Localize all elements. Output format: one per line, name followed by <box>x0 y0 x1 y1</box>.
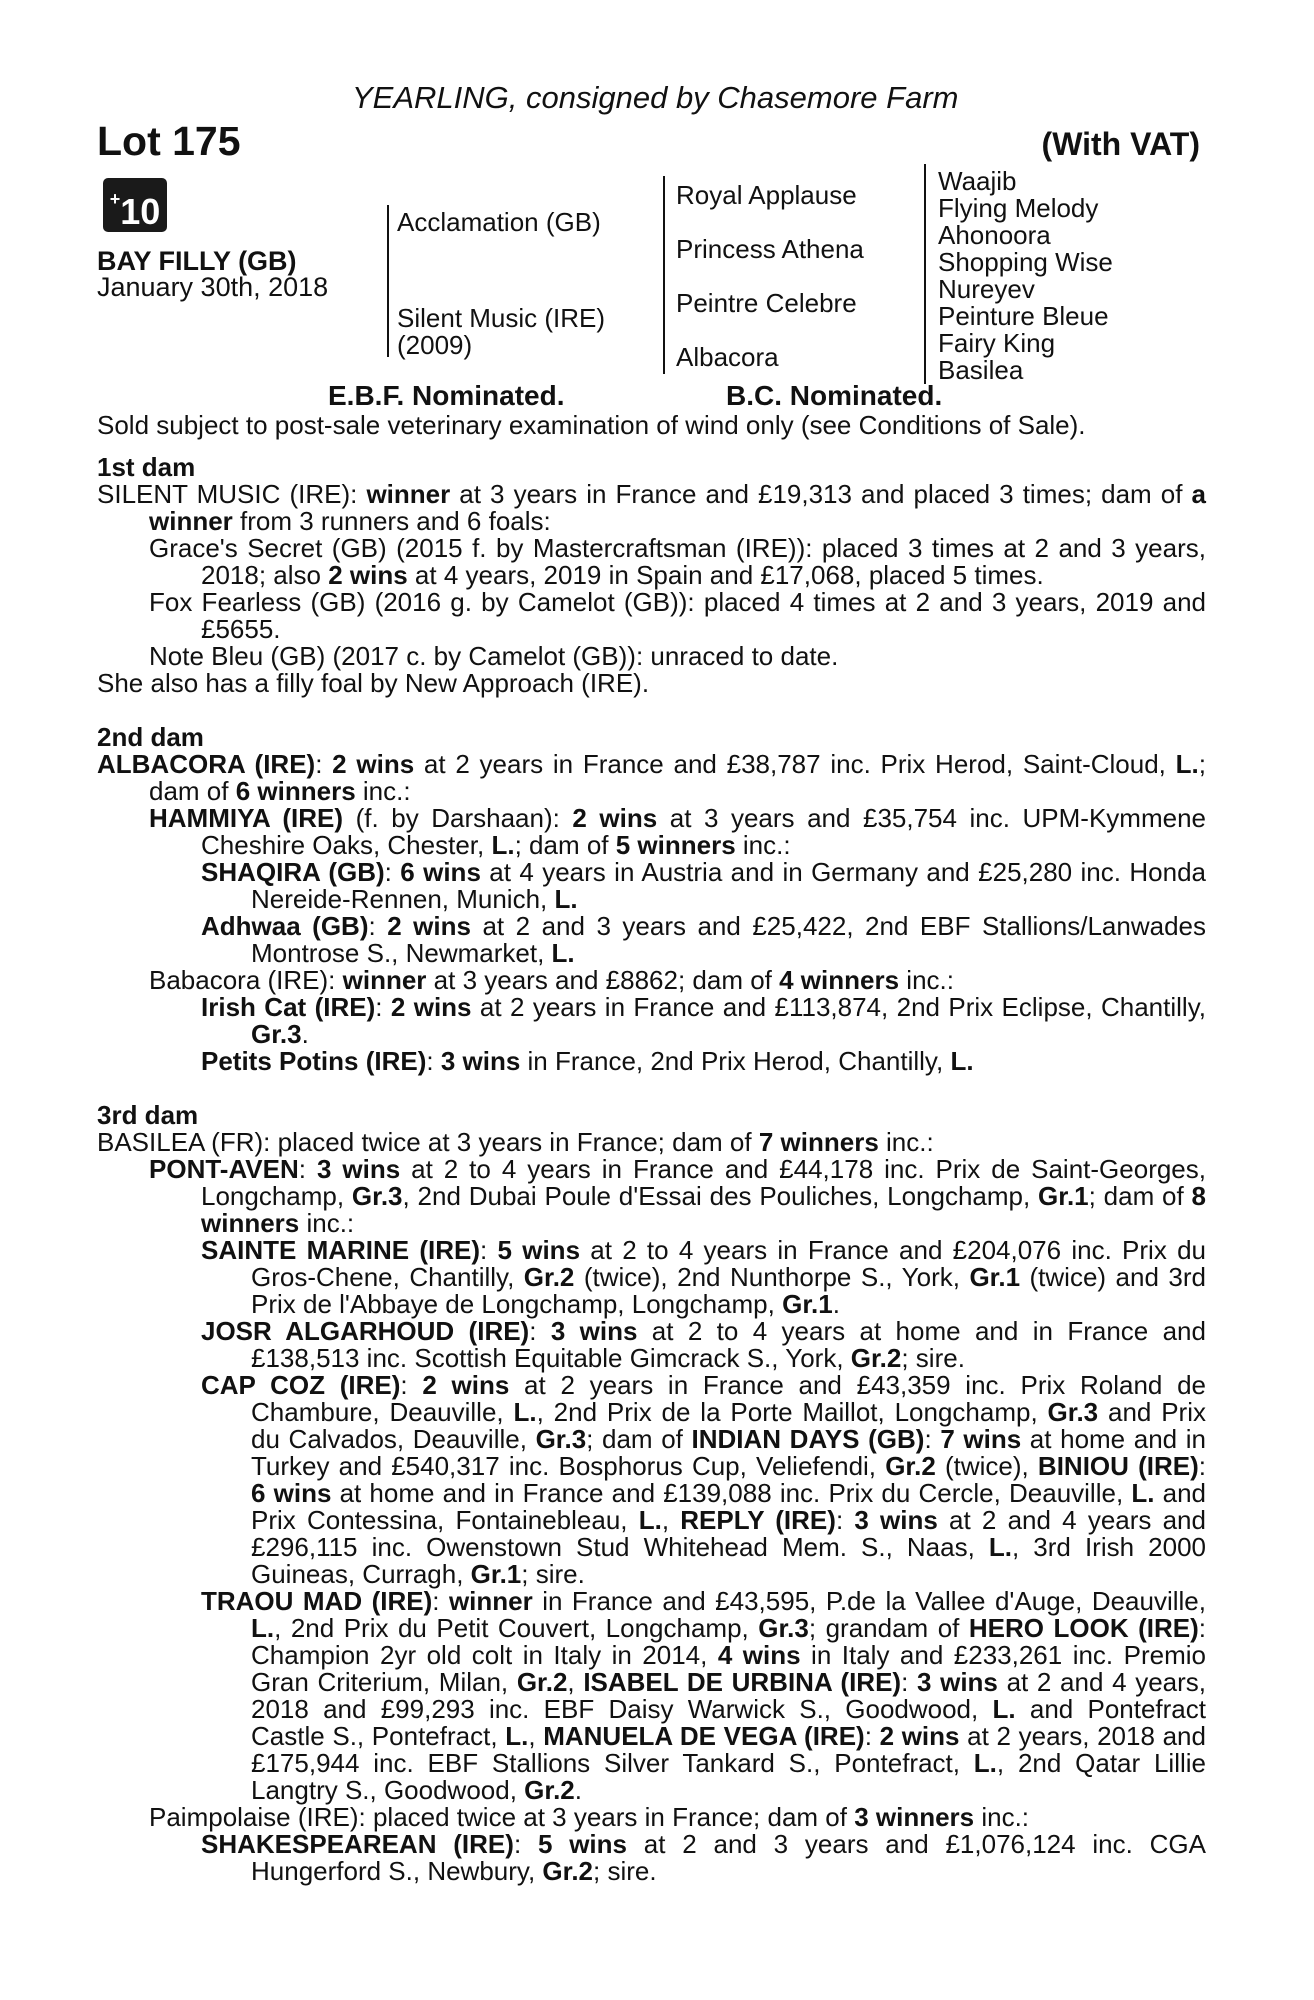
produce-entry: PONT-AVEN: 3 wins at 2 to 4 years in France and £44,178 inc. Prix de Saint-Georges, Longchamp, Gr.3, 2nd Dubai Poule d'Essai des Pouliches, Longchamp, Gr.1; dam of 8 winners inc.: <box>149 1154 1207 1238</box>
produce-entry: Adhwaa (GB): 2 wins at 2 and 3 years and £25,422, 2nd EBF Stallions/Lanwades Montrose S., Newmarket, L. <box>201 911 1206 968</box>
great-grandparent: Nureyev <box>938 274 1035 304</box>
great-grandparent: Shopping Wise <box>938 247 1113 277</box>
produce-entry: Fox Fearless (GB) (2016 g. by Camelot (GB)): placed 4 times at 2 and 3 years, 2019 and £5655. <box>149 587 1206 644</box>
produce-entry: Paimpolaise (IRE): placed twice at 3 years in France; dam of 3 winners inc.: <box>149 1802 1030 1832</box>
vat-badge-icon: +10 <box>103 178 167 232</box>
produce-entry: TRAOU MAD (IRE): winner in France and £43,595, P.de la Vallee d'Auge, Deauville, L., 2nd Prix du Petit Couvert, Longchamp, Gr.3; grandam of HERO LOOK (IRE): Champion 2yr old colt in Italy in 2014, 4 wins in Italy and £233,261 inc. Premio Gran Criterium, Milan, Gr.2, ISABEL DE URBINA (IRE): 3 wins at 2 and 4 years, 2018 and £99,293 inc. EBF Daisy Warwick S., Goodwood, L. and Pontefract Castle S., Pontefract, L., MANUELA DE VEGA (IRE): 2 wins at 2 years, 2018 and £175,944 inc. EBF Stallions Silver Tankard S., Pontefract, L., 2nd Qatar Lillie Langtry S., Goodwood, Gr.2. <box>201 1586 1207 1805</box>
produce-entry: SHAKESPEAREAN (IRE): 5 wins at 2 and 3 years and £1,076,124 inc. CGA Hungerford S., Newbury, Gr.2; sire. <box>201 1829 1206 1886</box>
sire-of-sire: Royal Applause <box>676 180 857 210</box>
ebf-nomination: E.B.F. Nominated. <box>328 380 565 411</box>
sire: Acclamation (GB) <box>397 207 601 237</box>
catalogue-body <box>97 412 1206 1885</box>
vat-note: (With VAT) <box>1041 126 1200 162</box>
produce-entry: Petits Potins (IRE): 3 wins in France, 2nd Prix Herod, Chantilly, L. <box>201 1046 974 1076</box>
great-grandparent: Basilea <box>938 355 1024 385</box>
first-dam-heading: 1st dam <box>97 452 196 482</box>
produce-entry: Grace's Secret (GB) (2015 f. by Mastercraftsman (IRE)): placed 3 times at 2 and 3 years, 2018; also 2 wins at 4 years, 2019 in Spain and £17,068, placed 5 times. <box>149 533 1206 590</box>
bc-nomination: B.C. Nominated. <box>726 380 943 411</box>
produce-entry: Note Bleu (GB) (2017 c. by Camelot (GB)): unraced to date. <box>149 641 839 671</box>
dam-of-dam: Albacora <box>676 342 779 372</box>
great-grandparent: Flying Melody <box>938 193 1099 223</box>
great-grandparent: Ahonoora <box>938 220 1051 250</box>
pedigree-divider <box>387 205 389 357</box>
horse-description: BAY FILLY (GB) <box>97 246 297 276</box>
produce-entry: Irish Cat (IRE): 2 wins at 2 years in France and £113,874, 2nd Prix Eclipse, Chantilly, Gr.3. <box>201 992 1206 1049</box>
great-grandparent: Waajib <box>938 166 1017 196</box>
dam-record: ALBACORA (IRE): 2 wins at 2 years in France and £38,787 inc. Prix Herod, Saint-Cloud, L.; dam of 6 winners inc.: <box>97 749 1206 806</box>
dam-record: BASILEA (FR): placed twice at 3 years in France; dam of 7 winners inc.: <box>97 1127 934 1157</box>
produce-entry: JOSR ALGARHOUD (IRE): 3 wins at 2 to 4 years at home and in France and £138,513 inc. Scottish Equitable Gimcrack S., York, Gr.2; sire. <box>201 1316 1206 1373</box>
vat-badge-number: 10 <box>120 191 161 232</box>
consignment-line: YEARLING, consigned by Chasemore Farm <box>352 80 959 115</box>
dam-record: SILENT MUSIC (IRE): winner at 3 years in France and £19,313 and placed 3 times; dam of a winner from 3 runners and 6 foals: <box>97 479 1206 536</box>
dam-year: (2009) <box>397 330 473 360</box>
dam-of-sire: Princess Athena <box>676 234 864 264</box>
lot-number: Lot 175 <box>97 118 241 164</box>
second-dam-heading: 2nd dam <box>97 722 204 752</box>
pedigree-divider <box>924 164 926 384</box>
sire-of-dam: Peintre Celebre <box>676 288 857 318</box>
great-grandparent: Fairy King <box>938 328 1056 358</box>
pedigree-divider <box>663 176 665 374</box>
produce-entry: SAINTE MARINE (IRE): 5 wins at 2 to 4 years in France and £204,076 inc. Prix du Gros-Chene, Chantilly, Gr.2 (twice), 2nd Nunthorpe S., York, Gr.1 (twice) and 3rd Prix de l'Abbaye de Longchamp, Longchamp, Gr.1. <box>201 1235 1206 1319</box>
dam: Silent Music (IRE) <box>397 303 606 333</box>
sale-condition-note: Sold subject to post-sale veterinary examination of wind only (see Conditions of Sale). <box>97 410 1086 440</box>
great-grandparent: Peinture Bleue <box>938 301 1109 331</box>
produce-entry: Babacora (IRE): winner at 3 years and £8862; dam of 4 winners inc.: <box>149 965 954 995</box>
produce-entry: SHAQIRA (GB): 6 wins at 4 years in Austria and in Germany and £25,280 inc. Honda Nereide-Rennen, Munich, L. <box>201 857 1206 914</box>
produce-entry: CAP COZ (IRE): 2 wins at 2 years in France and £43,359 inc. Prix Roland de Chambure, Deauville, L., 2nd Prix de la Porte Maillot, Longchamp, Gr.3 and Prix du Calvados, Deauville, Gr.3; dam of INDIAN DAYS (GB): 7 wins at home and in Turkey and £540,317 inc. Bosphorus Cup, Veliefendi, Gr.2 (twice), BINIOU (IRE): 6 wins at home and in France and £139,088 inc. Prix du Cercle, Deauville, L. and Prix Contessina, Fontainebleau, L., REPLY (IRE): 3 wins at 2 and 4 years and £296,115 inc. Owenstown Stud Whitehead Mem. S., Naas, L., 3rd Irish 2000 Guineas, Curragh, Gr.1; sire. <box>201 1370 1206 1589</box>
foaling-date: January 30th, 2018 <box>97 272 329 302</box>
third-dam-heading: 3rd dam <box>97 1100 199 1130</box>
produce-entry: HAMMIYA (IRE) (f. by Darshaan): 2 wins at 3 years and £35,754 inc. UPM-Kymmene Cheshire Oaks, Chester, L.; dam of 5 winners inc.: <box>149 803 1206 860</box>
produce-note: She also has a filly foal by New Approach (IRE). <box>97 668 650 698</box>
